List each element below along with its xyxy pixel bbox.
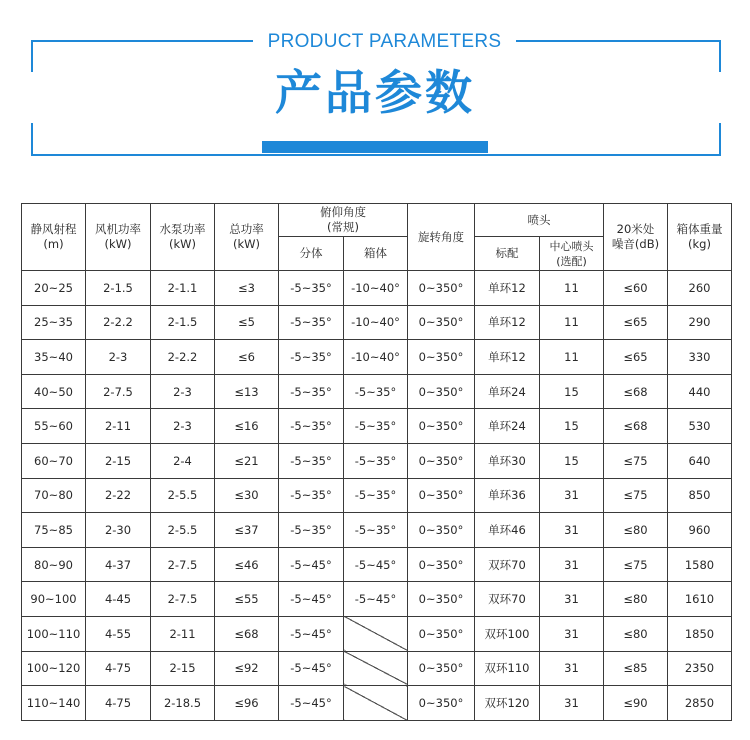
cell-rotation-angle: 0~350° bbox=[408, 686, 475, 721]
cell-range: 40~50 bbox=[22, 374, 86, 409]
cell-nozzle-center: 31 bbox=[540, 547, 604, 582]
cell-fan-power: 2-1.5 bbox=[86, 271, 151, 306]
cell-pump-power: 2-3 bbox=[151, 409, 215, 444]
cell-range: 90~100 bbox=[22, 582, 86, 617]
cell-total-power: ≤92 bbox=[215, 651, 279, 686]
header-noise: 20米处 噪音(dB) bbox=[604, 204, 668, 271]
header-nozzle: 喷头 bbox=[475, 204, 604, 237]
cell-total-power: ≤96 bbox=[215, 686, 279, 721]
cell-noise: ≤75 bbox=[604, 478, 668, 513]
cell-pitch-split: -5~45° bbox=[279, 651, 344, 686]
cell-range: 55~60 bbox=[22, 409, 86, 444]
cell-nozzle-standard: 单环12 bbox=[475, 305, 540, 340]
cell-pitch-box: -5~35° bbox=[344, 513, 408, 548]
cell-noise: ≤68 bbox=[604, 409, 668, 444]
cell-nozzle-center: 31 bbox=[540, 513, 604, 548]
cell-pitch-box: -5~45° bbox=[344, 582, 408, 617]
cell-pump-power: 2-11 bbox=[151, 616, 215, 651]
table-row bbox=[22, 478, 732, 513]
cell-nozzle-standard: 单环46 bbox=[475, 513, 540, 548]
cell-noise: ≤85 bbox=[604, 651, 668, 686]
table-body bbox=[22, 271, 732, 721]
cell-noise: ≤60 bbox=[604, 271, 668, 306]
cell-weight: 1850 bbox=[668, 616, 732, 651]
header-pump-power: 水泵功率 (kW) bbox=[151, 204, 215, 271]
cell-pitch-box-empty bbox=[344, 686, 408, 721]
cell-noise: ≤75 bbox=[604, 443, 668, 478]
cell-nozzle-standard: 单环12 bbox=[475, 271, 540, 306]
cell-pitch-box: -10~40° bbox=[344, 271, 408, 306]
cell-nozzle-standard: 单环36 bbox=[475, 478, 540, 513]
table-row bbox=[22, 513, 732, 548]
cell-pump-power: 2-4 bbox=[151, 443, 215, 478]
table-header-row bbox=[22, 204, 732, 237]
cell-pitch-box: -5~35° bbox=[344, 443, 408, 478]
cell-nozzle-center: 11 bbox=[540, 305, 604, 340]
cell-pitch-split: -5~45° bbox=[279, 547, 344, 582]
cell-total-power: ≤68 bbox=[215, 616, 279, 651]
cell-total-power: ≤6 bbox=[215, 340, 279, 375]
cell-fan-power: 4-55 bbox=[86, 616, 151, 651]
table-row bbox=[22, 443, 732, 478]
cell-rotation-angle: 0~350° bbox=[408, 271, 475, 306]
cell-pump-power: 2-7.5 bbox=[151, 547, 215, 582]
cell-fan-power: 2-15 bbox=[86, 443, 151, 478]
cell-total-power: ≤55 bbox=[215, 582, 279, 617]
cell-fan-power: 2-7.5 bbox=[86, 374, 151, 409]
cell-pump-power: 2-1.5 bbox=[151, 305, 215, 340]
parameters-table-container bbox=[21, 203, 731, 721]
frame-line-bottom bbox=[31, 154, 721, 156]
cell-weight: 530 bbox=[668, 409, 732, 444]
cell-range: 110~140 bbox=[22, 686, 86, 721]
cell-noise: ≤80 bbox=[604, 616, 668, 651]
cell-fan-power: 2-3 bbox=[86, 340, 151, 375]
cell-nozzle-standard: 双环100 bbox=[475, 616, 540, 651]
cell-pump-power: 2-5.5 bbox=[151, 513, 215, 548]
cell-pump-power: 2-15 bbox=[151, 651, 215, 686]
cell-rotation-angle: 0~350° bbox=[408, 582, 475, 617]
cell-fan-power: 4-75 bbox=[86, 651, 151, 686]
frame-line-top-right bbox=[516, 40, 721, 42]
cell-range: 60~70 bbox=[22, 443, 86, 478]
cell-weight: 260 bbox=[668, 271, 732, 306]
cell-weight: 1610 bbox=[668, 582, 732, 617]
title-accent-bar bbox=[262, 141, 488, 153]
cell-nozzle-standard: 双环120 bbox=[475, 686, 540, 721]
cell-pitch-split: -5~35° bbox=[279, 478, 344, 513]
cell-pitch-split: -5~35° bbox=[279, 513, 344, 548]
header-weight: 箱体重量 (kg) bbox=[668, 204, 732, 271]
table-row bbox=[22, 686, 732, 721]
frame-line-top-left bbox=[31, 40, 253, 42]
table-row bbox=[22, 340, 732, 375]
cell-total-power: ≤30 bbox=[215, 478, 279, 513]
header-pitch-split: 分体 bbox=[279, 237, 344, 271]
cell-weight: 290 bbox=[668, 305, 732, 340]
cell-total-power: ≤46 bbox=[215, 547, 279, 582]
cell-rotation-angle: 0~350° bbox=[408, 513, 475, 548]
cell-weight: 330 bbox=[668, 340, 732, 375]
cell-pitch-split: -5~35° bbox=[279, 305, 344, 340]
cell-total-power: ≤3 bbox=[215, 271, 279, 306]
header-fan-power: 风机功率 (kW) bbox=[86, 204, 151, 271]
cell-total-power: ≤16 bbox=[215, 409, 279, 444]
header-nozzle-standard: 标配 bbox=[475, 237, 540, 271]
cell-noise: ≤80 bbox=[604, 513, 668, 548]
cell-nozzle-standard: 双环110 bbox=[475, 651, 540, 686]
cell-nozzle-standard: 双环70 bbox=[475, 582, 540, 617]
cell-noise: ≤65 bbox=[604, 340, 668, 375]
header-pitch-box: 箱体 bbox=[344, 237, 408, 271]
cell-weight: 2850 bbox=[668, 686, 732, 721]
cell-fan-power: 2-30 bbox=[86, 513, 151, 548]
cell-pitch-split: -5~35° bbox=[279, 374, 344, 409]
cell-weight: 850 bbox=[668, 478, 732, 513]
cell-pump-power: 2-7.5 bbox=[151, 582, 215, 617]
frame-line-left-bottom bbox=[31, 123, 33, 156]
cell-weight: 1580 bbox=[668, 547, 732, 582]
cell-fan-power: 4-75 bbox=[86, 686, 151, 721]
cell-nozzle-center: 31 bbox=[540, 582, 604, 617]
cell-noise: ≤65 bbox=[604, 305, 668, 340]
table-row bbox=[22, 651, 732, 686]
cell-range: 75~85 bbox=[22, 513, 86, 548]
cell-pitch-split: -5~35° bbox=[279, 443, 344, 478]
cell-pitch-box: -5~45° bbox=[344, 547, 408, 582]
cell-pitch-box: -10~40° bbox=[344, 340, 408, 375]
cell-nozzle-center: 15 bbox=[540, 409, 604, 444]
cell-weight: 440 bbox=[668, 374, 732, 409]
cell-nozzle-standard: 单环12 bbox=[475, 340, 540, 375]
cell-range: 100~110 bbox=[22, 616, 86, 651]
cell-pitch-box-empty bbox=[344, 616, 408, 651]
cell-noise: ≤90 bbox=[604, 686, 668, 721]
header-range: 静风射程 (m) bbox=[22, 204, 86, 271]
header-pitch-angle: 俯仰角度 (常规) bbox=[279, 204, 408, 237]
cell-noise: ≤80 bbox=[604, 582, 668, 617]
cell-pitch-split: -5~35° bbox=[279, 271, 344, 306]
cell-range: 25~35 bbox=[22, 305, 86, 340]
cell-rotation-angle: 0~350° bbox=[408, 478, 475, 513]
cell-nozzle-standard: 双环70 bbox=[475, 547, 540, 582]
frame-line-right-top bbox=[719, 40, 721, 72]
cell-nozzle-center: 11 bbox=[540, 340, 604, 375]
cell-nozzle-standard: 单环24 bbox=[475, 409, 540, 444]
table-row bbox=[22, 409, 732, 444]
table-row bbox=[22, 616, 732, 651]
cell-nozzle-standard: 单环24 bbox=[475, 374, 540, 409]
cell-pump-power: 2-5.5 bbox=[151, 478, 215, 513]
cell-noise: ≤68 bbox=[604, 374, 668, 409]
cell-range: 20~25 bbox=[22, 271, 86, 306]
cell-rotation-angle: 0~350° bbox=[408, 340, 475, 375]
cell-total-power: ≤13 bbox=[215, 374, 279, 409]
cell-total-power: ≤21 bbox=[215, 443, 279, 478]
cell-pitch-box: -5~35° bbox=[344, 409, 408, 444]
cell-range: 70~80 bbox=[22, 478, 86, 513]
cell-nozzle-center: 11 bbox=[540, 271, 604, 306]
cell-pump-power: 2-2.2 bbox=[151, 340, 215, 375]
table-row bbox=[22, 547, 732, 582]
header-nozzle-center: 中心喷头 (选配) bbox=[540, 237, 604, 271]
section-subtitle: PRODUCT PARAMETERS bbox=[267, 31, 502, 52]
cell-nozzle-center: 31 bbox=[540, 478, 604, 513]
cell-range: 100~120 bbox=[22, 651, 86, 686]
cell-total-power: ≤5 bbox=[215, 305, 279, 340]
frame-line-left-top bbox=[31, 40, 33, 72]
cell-range: 35~40 bbox=[22, 340, 86, 375]
cell-pump-power: 2-18.5 bbox=[151, 686, 215, 721]
cell-pitch-split: -5~45° bbox=[279, 616, 344, 651]
cell-nozzle-center: 31 bbox=[540, 686, 604, 721]
cell-rotation-angle: 0~350° bbox=[408, 651, 475, 686]
cell-rotation-angle: 0~350° bbox=[408, 305, 475, 340]
cell-nozzle-center: 31 bbox=[540, 651, 604, 686]
cell-nozzle-center: 15 bbox=[540, 443, 604, 478]
cell-range: 80~90 bbox=[22, 547, 86, 582]
cell-rotation-angle: 0~350° bbox=[408, 374, 475, 409]
parameters-table bbox=[21, 203, 732, 721]
cell-pitch-split: -5~35° bbox=[279, 340, 344, 375]
table-row bbox=[22, 374, 732, 409]
cell-nozzle-center: 31 bbox=[540, 616, 604, 651]
cell-pitch-box: -10~40° bbox=[344, 305, 408, 340]
cell-pitch-split: -5~45° bbox=[279, 582, 344, 617]
cell-rotation-angle: 0~350° bbox=[408, 547, 475, 582]
cell-nozzle-standard: 单环30 bbox=[475, 443, 540, 478]
cell-rotation-angle: 0~350° bbox=[408, 616, 475, 651]
cell-fan-power: 4-37 bbox=[86, 547, 151, 582]
table-row bbox=[22, 305, 732, 340]
cell-rotation-angle: 0~350° bbox=[408, 409, 475, 444]
cell-pump-power: 2-3 bbox=[151, 374, 215, 409]
cell-pitch-box: -5~35° bbox=[344, 374, 408, 409]
cell-rotation-angle: 0~350° bbox=[408, 443, 475, 478]
cell-fan-power: 2-22 bbox=[86, 478, 151, 513]
table-row bbox=[22, 582, 732, 617]
cell-weight: 2350 bbox=[668, 651, 732, 686]
cell-noise: ≤75 bbox=[604, 547, 668, 582]
cell-weight: 960 bbox=[668, 513, 732, 548]
cell-pitch-box: -5~35° bbox=[344, 478, 408, 513]
cell-pitch-split: -5~35° bbox=[279, 409, 344, 444]
cell-pitch-box-empty bbox=[344, 651, 408, 686]
header-rotation-angle: 旋转角度 bbox=[408, 204, 475, 271]
cell-total-power: ≤37 bbox=[215, 513, 279, 548]
cell-nozzle-center: 15 bbox=[540, 374, 604, 409]
cell-pitch-split: -5~45° bbox=[279, 686, 344, 721]
cell-weight: 640 bbox=[668, 443, 732, 478]
cell-fan-power: 4-45 bbox=[86, 582, 151, 617]
page-title: 产品参数 bbox=[275, 66, 475, 121]
header-total-power: 总功率 (kW) bbox=[215, 204, 279, 271]
cell-fan-power: 2-2.2 bbox=[86, 305, 151, 340]
frame-line-right-bottom bbox=[719, 123, 721, 156]
cell-fan-power: 2-11 bbox=[86, 409, 151, 444]
table-row bbox=[22, 271, 732, 306]
cell-pump-power: 2-1.1 bbox=[151, 271, 215, 306]
